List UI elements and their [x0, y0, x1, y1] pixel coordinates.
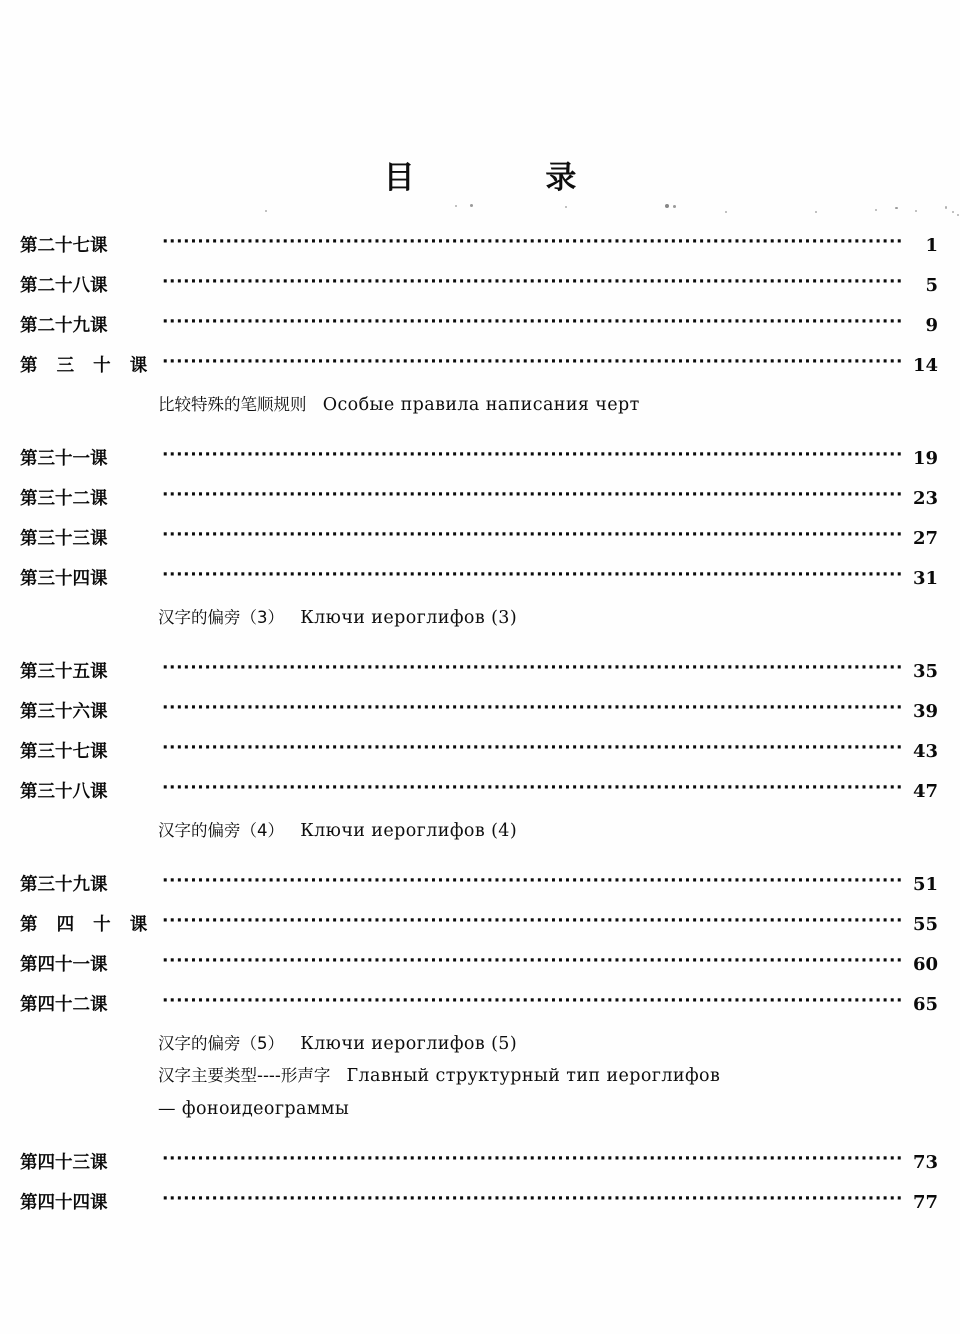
toc-entry[interactable]	[0, 1189, 960, 1229]
scan-artifact-dot	[915, 210, 917, 212]
toc-entry[interactable]	[0, 698, 960, 738]
dot-leader	[162, 779, 902, 797]
toc-entry[interactable]	[0, 352, 960, 445]
lesson-label: 第二十八课	[20, 276, 108, 296]
page-number: 47	[912, 780, 938, 802]
scan-artifact-dot	[665, 204, 669, 208]
page-number: 27	[912, 527, 938, 549]
lesson-label: 第二十九课	[20, 316, 108, 336]
lesson-subtitle-block	[0, 818, 960, 845]
lesson-label: 第三十七课	[20, 741, 108, 762]
subtitle-russian: Особые правила написания черт	[322, 395, 640, 415]
scan-speckles	[255, 202, 945, 222]
toc-entry[interactable]	[0, 738, 960, 778]
page-number: 73	[912, 1152, 938, 1174]
toc-entry-row[interactable]	[0, 738, 960, 778]
lesson-label: 第三十九课	[20, 874, 108, 895]
subtitle-chinese: 汉字的偏旁（5）	[158, 1033, 284, 1053]
toc-entry[interactable]	[0, 565, 960, 658]
group-spacer	[0, 1123, 960, 1149]
toc-entry-row[interactable]	[0, 778, 960, 818]
dot-leader	[162, 952, 902, 970]
toc-entry-row[interactable]	[0, 1189, 960, 1229]
lesson-label: 第四十四课	[20, 1193, 108, 1214]
dot-leader	[162, 446, 902, 464]
subtitle-russian: Ключи иероглифов (3)	[300, 607, 518, 628]
group-spacer	[0, 845, 960, 871]
toc-entry-row[interactable]	[0, 911, 960, 951]
subtitle-russian: — фоноидеограммы	[158, 1099, 350, 1120]
dot-leader	[162, 699, 902, 717]
page-number: 35	[912, 660, 938, 682]
toc-entry-row[interactable]	[0, 698, 960, 738]
lesson-label: 第四十一课	[20, 954, 108, 975]
subtitle-chinese: 汉字的偏旁（3）	[158, 607, 284, 627]
page-number: 65	[912, 993, 938, 1015]
toc-entry-row[interactable]	[0, 991, 960, 1031]
page-number: 39	[912, 700, 938, 722]
page-number: 60	[912, 953, 938, 975]
dot-leader	[162, 872, 902, 890]
toc-entry[interactable]	[0, 232, 960, 272]
lesson-label: 第四十二课	[20, 994, 108, 1015]
lesson-subtitle-line	[158, 605, 960, 632]
toc-entry[interactable]	[0, 951, 960, 991]
toc-entry[interactable]	[0, 778, 960, 871]
toc-entry[interactable]	[0, 312, 960, 352]
lesson-label: 第 三 十 课	[20, 356, 154, 376]
toc-entry[interactable]	[0, 485, 960, 525]
toc-entry[interactable]	[0, 871, 960, 911]
scan-artifact-dot	[815, 211, 817, 213]
lesson-label: 第四十三课	[20, 1153, 108, 1174]
toc-entry[interactable]	[0, 1149, 960, 1189]
subtitle-russian: Ключи иероглифов (5)	[300, 1033, 518, 1054]
lesson-subtitle-line	[158, 818, 960, 845]
scan-artifact-dot	[265, 210, 267, 212]
page-number: 14	[912, 355, 938, 376]
toc-entry-row[interactable]	[0, 658, 960, 698]
toc-entry-row[interactable]	[0, 871, 960, 911]
lesson-label: 第三十六课	[20, 701, 108, 722]
page-number: 19	[912, 447, 938, 469]
toc-entry[interactable]	[0, 272, 960, 312]
lesson-label: 第三十二课	[20, 488, 108, 509]
lesson-subtitle-line	[158, 392, 960, 419]
lesson-label: 第二十七课	[20, 236, 108, 256]
group-spacer	[0, 632, 960, 658]
dot-leader	[162, 1150, 902, 1168]
toc-entry-row[interactable]	[0, 1149, 960, 1189]
scan-artifact-dot	[952, 211, 954, 213]
lesson-subtitle-block	[0, 605, 960, 632]
page-number: 77	[912, 1192, 938, 1214]
scan-artifact-dot	[945, 206, 947, 209]
scan-artifact-dot	[673, 205, 676, 208]
dot-leader	[162, 739, 902, 757]
lesson-label: 第三十一课	[20, 448, 108, 469]
toc-entry[interactable]	[0, 658, 960, 698]
dot-leader	[162, 659, 902, 677]
lesson-subtitle-block	[0, 392, 960, 419]
subtitle-chinese: 汉字的偏旁（4）	[158, 820, 284, 840]
subtitle-russian: Главный структурный тип иероглифов	[346, 1066, 721, 1087]
lesson-subtitle-line	[158, 1031, 960, 1058]
toc-entry[interactable]	[0, 911, 960, 951]
lesson-subtitle-line	[158, 1063, 960, 1090]
dot-leader	[162, 233, 902, 251]
toc-entry-row[interactable]	[0, 951, 960, 991]
dot-leader	[162, 1190, 902, 1208]
lesson-label: 第 四 十 课	[20, 914, 154, 935]
toc-entry-row[interactable]	[0, 525, 960, 565]
dot-leader	[162, 486, 902, 504]
lesson-label: 第三十八课	[20, 781, 108, 802]
group-spacer	[0, 419, 960, 445]
page-number: 31	[912, 567, 938, 589]
lesson-label: 第三十五课	[20, 661, 108, 682]
page-number: 5	[925, 275, 938, 296]
subtitle-chinese: 比较特殊的笔顺规则	[158, 395, 307, 414]
toc-entry-row[interactable]	[0, 565, 960, 605]
lesson-subtitle-block	[0, 1031, 960, 1124]
page-number: 9	[925, 315, 938, 336]
page-number: 55	[912, 913, 938, 935]
lesson-label: 第三十四课	[20, 568, 108, 589]
dot-leader	[162, 566, 902, 584]
toc-entry[interactable]	[0, 525, 960, 565]
toc-entry-row[interactable]	[0, 232, 960, 272]
dot-leader	[162, 273, 902, 291]
page-number: 1	[925, 235, 938, 256]
toc-entry-row[interactable]	[0, 352, 960, 392]
scan-artifact-dot	[895, 207, 898, 209]
dot-leader	[162, 353, 902, 371]
table-of-contents-list	[0, 232, 960, 1229]
toc-entry-row[interactable]	[0, 312, 960, 352]
subtitle-chinese: 汉字主要类型----形声字	[158, 1066, 331, 1086]
dot-leader	[162, 526, 902, 544]
page-number: 43	[912, 740, 938, 762]
dot-leader	[162, 992, 902, 1010]
lesson-subtitle-line	[158, 1096, 960, 1123]
toc-entry-row[interactable]	[0, 445, 960, 485]
lesson-label: 第三十三课	[20, 528, 108, 549]
toc-entry-row[interactable]	[0, 485, 960, 525]
toc-entry[interactable]	[0, 445, 960, 485]
page-title: 目 录	[383, 160, 637, 196]
dot-leader	[162, 313, 902, 331]
subtitle-russian: Ключи иероглифов (4)	[300, 820, 518, 841]
dot-leader	[162, 912, 902, 930]
toc-entry-row[interactable]	[0, 272, 960, 312]
page-number: 23	[912, 487, 938, 509]
scan-artifact-dot	[725, 211, 727, 213]
toc-entry[interactable]	[0, 991, 960, 1150]
scan-artifact-dot	[875, 209, 877, 211]
scan-artifact-dot	[470, 204, 473, 207]
page-number: 51	[912, 873, 938, 895]
scan-artifact-dot	[957, 214, 959, 216]
scan-artifact-dot	[455, 205, 457, 207]
scan-artifact-dot	[565, 206, 567, 208]
